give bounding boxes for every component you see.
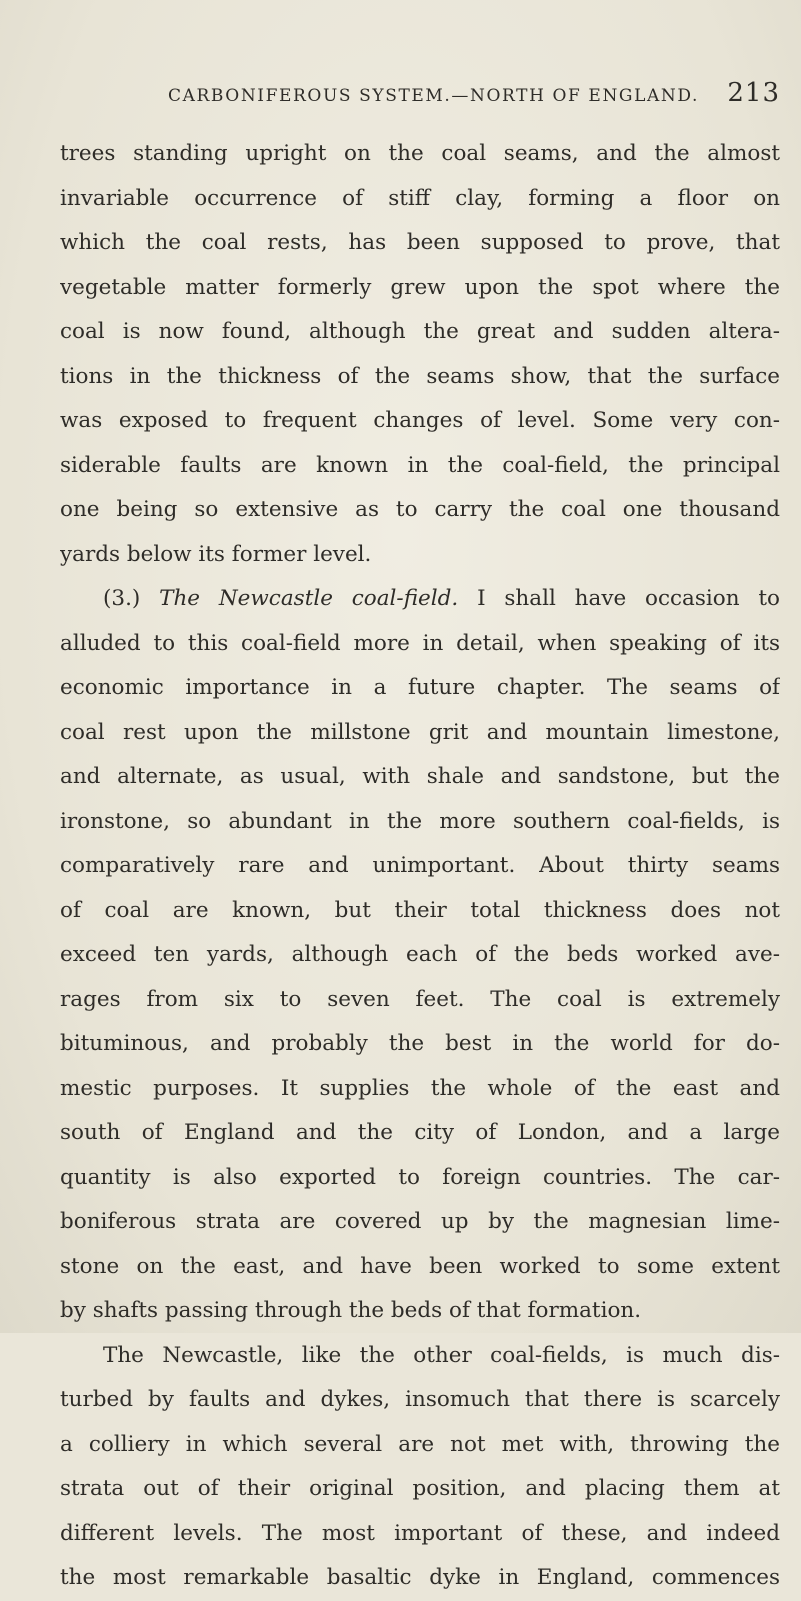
text-line: which the coal rests, has been supposed to prove, that <box>60 230 780 255</box>
text-line: turbed by faults and dykes, insomuch that there is scarcely <box>60 1387 780 1412</box>
text-line: invariable occurrence of stiff clay, forming a floor on <box>60 185 780 211</box>
text-line: quantity is also exported to foreign countries. The car- <box>60 1164 780 1190</box>
text-line: exceed ten yards, although each of the beds worked ave- <box>60 942 780 967</box>
text-line: one being so extensive as to carry the coal one thousand <box>60 497 780 522</box>
text-line: tions in the thickness of the seams show, that the surface <box>60 363 780 389</box>
text-span: I shall have occasion to <box>477 586 780 611</box>
paragraph-number: (3.) <box>103 586 141 611</box>
text-line: and alternate, as usual, with shale and sandstone, but the <box>60 764 780 789</box>
text-line: by shafts passing through the beds of that formation. <box>60 1298 642 1323</box>
text-line: strata out of their original position, and placing them at <box>60 1476 780 1501</box>
text-line: trees standing upright on the coal seams, and the almost <box>60 141 780 166</box>
text-line: economic importance in a future chapter. The seams of <box>60 675 780 700</box>
section-title: The Newcastle coal-field. <box>159 586 459 611</box>
text-line: coal rest upon the millstone grit and mountain limestone, <box>60 719 780 745</box>
text-line: ironstone, so abundant in the more southern coal-fields, is <box>60 808 780 834</box>
text-line: The Newcastle, like the other coal-fields, is much dis- <box>103 1342 780 1368</box>
text-line: yards below its former level. <box>60 541 372 567</box>
text-line: stone on the east, and have been worked to some extent <box>60 1253 780 1279</box>
running-head <box>60 78 780 108</box>
text-line: a colliery in which several are not met with, throwing the <box>60 1431 780 1457</box>
text-line: was exposed to frequent changes of level. Some very con- <box>60 408 780 433</box>
text-line: different levels. The most important of these, and indeed <box>60 1520 780 1546</box>
text-line: coal is now found, although the great and sudden altera- <box>60 319 780 344</box>
text-line: siderable faults are known in the coal-field, the principal <box>60 452 780 478</box>
text-line: vegetable matter formerly grew upon the spot where the <box>60 274 780 300</box>
text-line: rages from six to seven feet. The coal is extremely <box>60 986 780 1012</box>
body-text <box>60 132 780 1601</box>
paragraph-heading-line <box>60 577 780 622</box>
text-line: alluded to this coal-field more in detail, when speaking of its <box>60 630 780 656</box>
text-line: boniferous strata are covered up by the magnesian lime- <box>60 1209 780 1234</box>
text-line: of coal are known, but their total thickness does not <box>60 897 780 923</box>
text-line: mestic purposes. It supplies the whole of the east and <box>60 1075 780 1101</box>
page-number: 213 <box>727 78 780 108</box>
running-title: CARBONIFEROUS SYSTEM.—NORTH OF ENGLAND. <box>168 86 699 106</box>
text-line: south of England and the city of London, and a large <box>60 1120 780 1145</box>
text-line: comparatively rare and unimportant. About thirty seams <box>60 853 780 878</box>
text-line: bituminous, and probably the best in the world for do- <box>60 1031 780 1056</box>
text-line: the most remarkable basaltic dyke in England, commences <box>60 1565 780 1590</box>
